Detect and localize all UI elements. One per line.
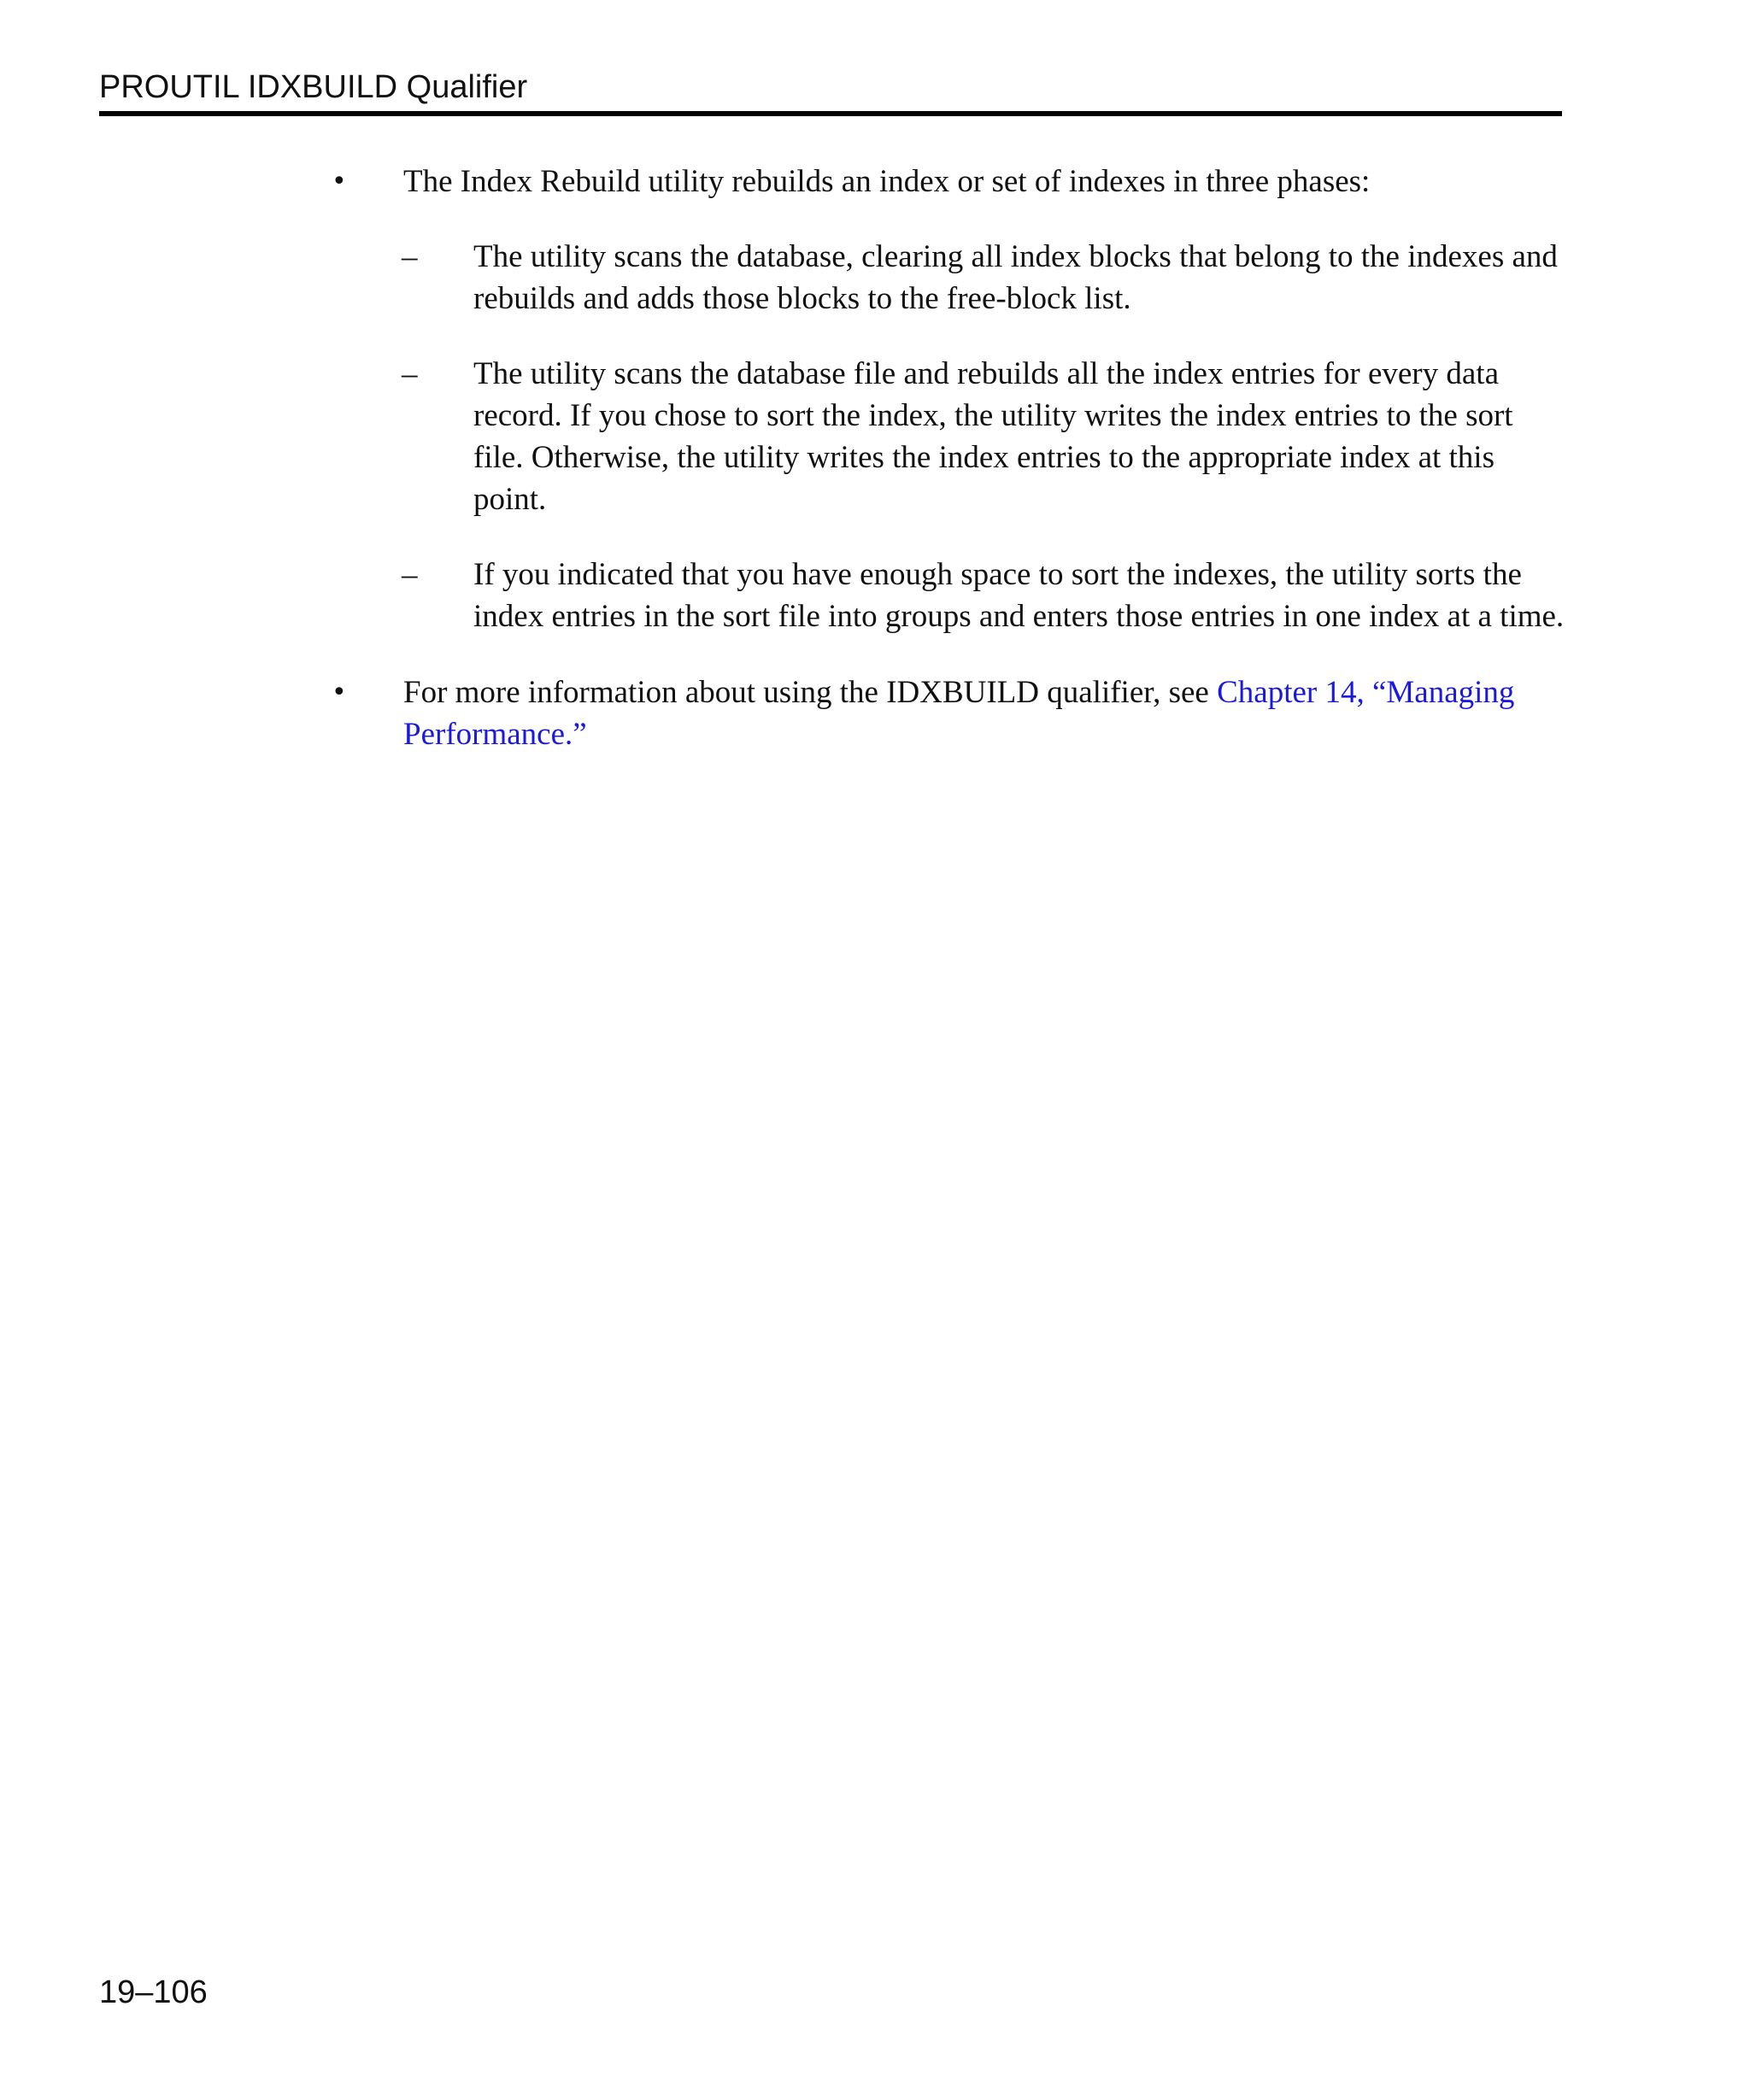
chapter-14-link[interactable]: Chapter 14, “Managing Performance.” — [403, 675, 1515, 752]
bullet-marker: • — [332, 167, 347, 197]
bullet-item-more-info — [403, 672, 1565, 755]
dash-marker: – — [402, 356, 418, 391]
bullet-marker: • — [332, 678, 347, 707]
phase-item-2: The utility scans the database file and rebuilds all the index entries for every data record. If you chose to sort the index, the utility writes the index entries to the sort file. Otherwise, the utility writes the index entries to the appropriate index at this point. — [473, 356, 1513, 517]
page-number: 19–106 — [99, 1974, 208, 2010]
header-rule — [99, 111, 1562, 116]
phase-item-1: The utility scans the database, clearing all index blocks that belong to the indexes and rebuilds and adds those blocks to the free-block list. — [473, 239, 1558, 316]
dash-marker: – — [402, 239, 418, 274]
phase-item-3: If you indicated that you have enough space to sort the indexes, the utility sorts the index entries in the sort file into groups and enters those entries in one index at a time. — [473, 557, 1565, 634]
running-head: PROUTIL IDXBUILD Qualifier — [99, 69, 528, 105]
dash-marker: – — [402, 557, 418, 592]
more-info-text: For more information about using the IDXBUILD qualifier, see — [403, 675, 1218, 710]
bullet-item-index-rebuild-phases: The Index Rebuild utility rebuilds an index or set of indexes in three phases: — [403, 164, 1371, 199]
